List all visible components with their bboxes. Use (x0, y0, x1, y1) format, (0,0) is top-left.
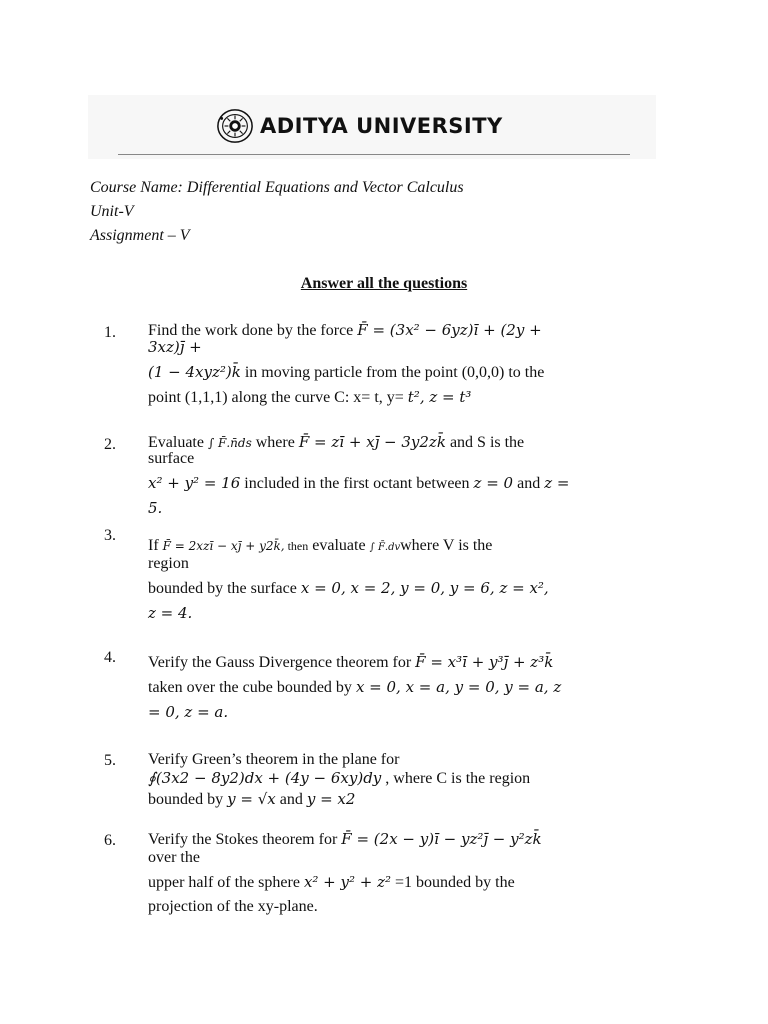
text-segment: Verify the Stokes theorem for (148, 831, 342, 848)
text-segment: Verify Green’s theorem in the plane for (148, 751, 400, 768)
text-segment: over the (148, 849, 200, 866)
question-1 (148, 318, 648, 410)
text-segment: upper half of the sphere (148, 874, 304, 891)
question-line (148, 650, 648, 675)
text-segment: surface (148, 450, 195, 467)
instructions-heading: Answer all the questions (300, 275, 468, 292)
math-expression: t², z = t³ (407, 388, 472, 406)
question-number: 1. (104, 324, 116, 341)
header-divider (118, 154, 630, 155)
question-line (148, 496, 648, 521)
math-expression: x² + y² + z² (303, 873, 392, 891)
text-segment: included in the first octant between (240, 475, 474, 492)
question-line (148, 675, 648, 700)
text-segment: and S is the (445, 434, 525, 451)
math-expression: ∫ F̄.dv (369, 542, 401, 553)
question-line (148, 385, 648, 410)
question-4 (148, 650, 648, 725)
university-logo (216, 106, 503, 146)
question-6 (148, 827, 648, 919)
math-expression: ∫ F̄.n̄ds (207, 436, 252, 450)
question-line (148, 870, 648, 895)
text-segment: and (275, 791, 307, 808)
text-segment: point (1,1,1) along the curve C: x= t, y= (148, 389, 408, 406)
course-name: Course Name: Differential Equations and Vector Calculus (90, 179, 464, 196)
question-number: 6. (104, 832, 116, 849)
math-expression: z = 4. (148, 604, 193, 622)
text-segment: Verify the Gauss Divergence theorem for (148, 654, 416, 671)
text-segment: projection of the xy-plane. (148, 898, 318, 915)
question-5 (148, 748, 648, 812)
text-segment: bounded by the surface (148, 580, 301, 597)
math-expression: x² + y² = 16 (148, 474, 241, 492)
math-expression: F̄ = (2x − y)ī − yz²j̄ − y²zk̄ (341, 830, 542, 848)
text-segment: where V is the (400, 537, 493, 554)
text-segment: in moving particle from the point (0,0,0) to the (240, 364, 545, 381)
math-expression: x = 0, x = 2, y = 0, y = 6, z = x², (300, 579, 549, 597)
math-expression: z = 0 (473, 474, 514, 492)
math-expression: F̄ = zī + xj̄ − 3y2zk̄ (298, 433, 446, 451)
text-segment: If (148, 537, 163, 554)
text-segment: region (148, 555, 189, 572)
math-expression: F̄ = (3x² − 6yz)ī + (2y + (357, 321, 542, 339)
question-2 (148, 430, 648, 521)
question-line (148, 471, 648, 496)
math-expression: = 0, z = a. (148, 703, 229, 721)
math-expression: x = 0, x = a, y = 0, y = a, z (355, 678, 562, 696)
math-expression: z = (544, 474, 570, 492)
math-expression: 3xz)j̄ + (148, 338, 202, 356)
math-expression: F̄ = 2xzī − xj̄ + y2k̄, (162, 539, 285, 553)
question-number: 3. (104, 527, 116, 544)
question-line (148, 576, 648, 601)
math-expression: y = √x (227, 790, 276, 808)
question-number: 2. (104, 436, 116, 453)
question-3 (148, 534, 648, 626)
text-segment: =1 bounded by the (391, 874, 515, 891)
math-expression: y = x2 (306, 790, 356, 808)
question-line (148, 895, 648, 919)
math-expression: F̄ = x³ī + y³j̄ + z³k̄ (415, 653, 554, 671)
text-segment: , where C is the region (381, 770, 531, 787)
question-line (148, 700, 648, 725)
math-expression: ∮(3x2 − 8y2)dx + (4y − 6xy)dy (148, 769, 382, 787)
question-number: 4. (104, 649, 116, 666)
math-expression: (1 − 4xyz²)k̄ (148, 363, 241, 381)
text-segment: Evaluate (148, 434, 208, 451)
text-segment: and (513, 475, 545, 492)
question-line (148, 601, 648, 626)
question-number: 5. (104, 752, 116, 769)
text-segment: Find the work done by the force (148, 322, 358, 339)
text-segment: then (284, 539, 309, 553)
text-segment: bounded by (148, 791, 228, 808)
university-emblem-icon (216, 107, 254, 145)
question-line (148, 360, 648, 385)
unit-label: Unit-V (90, 203, 134, 220)
university-name: ADITYA UNIVERSITY (260, 114, 503, 138)
text-segment: where (251, 434, 299, 451)
text-segment: taken over the cube bounded by (148, 679, 356, 696)
text-segment: evaluate (308, 537, 370, 554)
assignment-label: Assignment – V (90, 227, 190, 244)
math-expression: 5. (148, 499, 163, 517)
